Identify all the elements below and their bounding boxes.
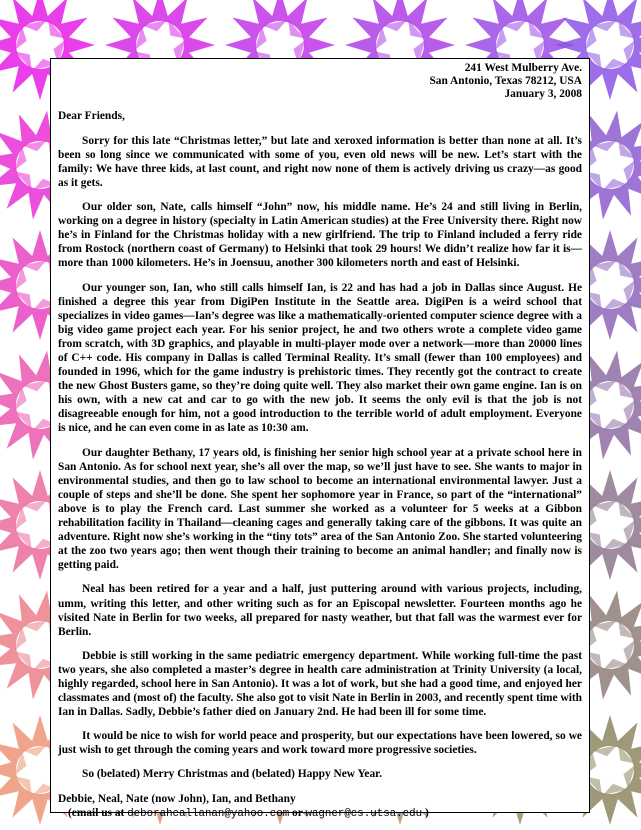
paragraph-debbie: Debbie is still working in the same pediatric emergency department. While working full-time the past two years, she also completed a master’s degree in health care administration at Trinity University (a local, highly regarded, school here in San Antonio). It was a lot of work, but she had a good time, and enjoyed her classmates and (most of) the faculty. She also got to visit Nate in Berlin in 2003, and recently spent time with Ian in Dallas. Sadly, Debbie’s father died on January 2nd. He had been ill for some time. bbox=[58, 649, 582, 719]
email-link-deborah[interactable]: deborahcallanan@yahoo.com bbox=[127, 807, 290, 820]
signature: Debbie, Neal, Nate (now John), Ian, and Bethany bbox=[58, 792, 296, 805]
email-suffix: ) bbox=[424, 806, 429, 819]
email-link-wagner[interactable]: wagner@cs.utsa.edu bbox=[305, 807, 423, 820]
paragraph-ian: Our younger son, Ian, who still calls himself Ian, is 22 and has had a job in Dallas since August. He finished a degree this year from DigiPen Institute in the Seattle area. DigiPen is a weird school that specializes in video games—Ian’s degree was like a mathematically-oriented computer science degree with a big video game project each year. For his senior project, he and two others wrote a complete video game from scratch, with 3D graphics, and playable in multi-player mode over a network—more than 20000 lines of C++ code. His company in Dallas is called Terminal Reality. It’s small (fewer than 100 employees) and founded in 1996, which for the game industry is prehistoric times. They recently got the contract to create the new Ghost Busters game, so they’re doing quite well. They also market their own game engine. Ian is on his own, with a new cat and car to go with the new job. It seems the only evil is that the job is not disagreeable enough for him, not a good introduction to the terrible world of adult employment. Everyone is nice, and he can even come in as late as 10:30 am. bbox=[58, 281, 582, 435]
paragraph-neal: Neal has been retired for a year and a half, just puttering around with various projects, including, umm, writing this letter, and other writing such as for an Episcopal newsletter. Fourteen months ago he visited Nate in Berlin for two weeks, all prepared for nasty weather, but that fall was the warmest ever for Berlin. bbox=[58, 583, 582, 638]
return-address bbox=[58, 62, 582, 102]
letter-date: January 3, 2008 bbox=[504, 88, 582, 101]
email-prefix: (email us at bbox=[68, 806, 125, 819]
address-city: San Antonio, Texas 78212, USA bbox=[429, 75, 582, 88]
email-joiner: or bbox=[292, 806, 303, 819]
paragraph-intro: Sorry for this late “Christmas letter,” but late and xeroxed information is better than none at all. It’s been so long since we communicated with some of you, even old news will be new. Let’s start with the family: We have three kids, at last count, and right now none of them is actively driving us crazy—as good as it gets. bbox=[58, 134, 582, 189]
closing-greeting: So (belated) Merry Christmas and (belated) Happy New Year. bbox=[82, 768, 383, 781]
paragraph-nate: Our older son, Nate, calls himself “John” now, his middle name. He’s 24 and still living in Berlin, working on a degree in history (specialty in Latin American studies) at the Free University there. Right now he’s in Finland for the Christmas holiday with a new girlfriend. The trip to Finland included a ferry ride from Rostock (northern coast of Germany) to Helsinki that took 29 hours! We didn’t realize how far it is—more than 1000 kilometers. He’s in Joensuu, another 300 kilometers north and east of Helsinki. bbox=[58, 201, 582, 270]
paragraph-bethany: Our daughter Bethany, 17 years old, is finishing her senior high school year at a private school here in San Antonio. As for school next year, she’s all over the map, so we’ll just have to see. She wants to major in environmental studies, and then go to law school to become an international environmental lawyer. Just a couple of steps and she’ll be done. She spent her sophomore year in France, so part of the “international” above is to play the French card. Last summer she worked as a volunteer for 5 weeks at a Gibbon rehabilitation facility in Thailand—cleaning cages and generally taking care of the gibbons. It was quite an adventure. Right now she’s working in the “tiny tots” area of the San Antonio Zoo. She started volunteering at the zoo two years ago; then went though their training to become an animal handler; and finally now is getting paid. bbox=[58, 446, 582, 572]
letter-page bbox=[50, 58, 590, 820]
email-line bbox=[58, 806, 582, 821]
salutation: Dear Friends, bbox=[58, 109, 125, 122]
address-street: 241 West Mulberry Ave. bbox=[464, 62, 582, 74]
paragraph-wishes: It would be nice to wish for world peace and prosperity, but our expectations have been lowered, so we just wish to get through the coming years and work toward more progressive societies. bbox=[58, 730, 582, 757]
